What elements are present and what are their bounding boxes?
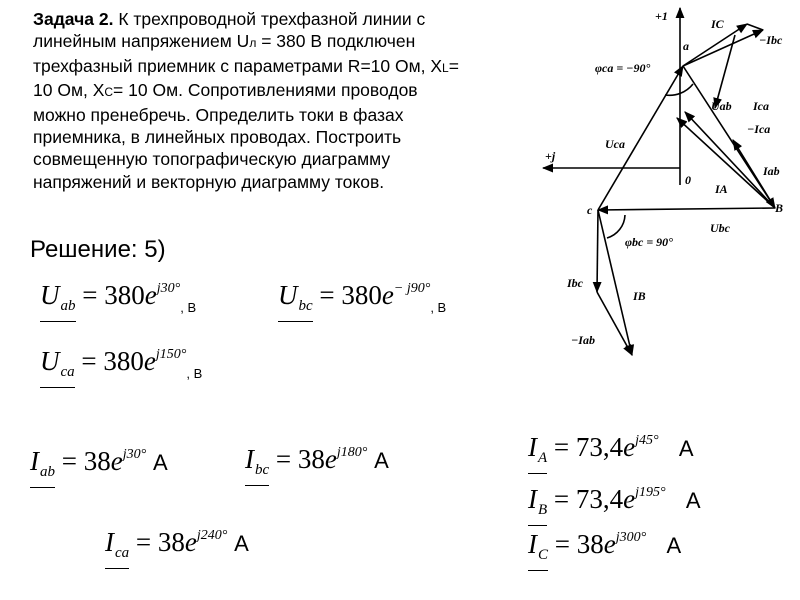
label-ubc: Ubc xyxy=(710,221,730,235)
formula-part: ab xyxy=(40,464,55,480)
formula-part: А xyxy=(666,533,682,558)
formula-part: − j90° xyxy=(393,281,431,296)
formula-part: j45° xyxy=(635,433,659,448)
formula-part: j30° xyxy=(122,447,147,462)
formula-part: = 73,4 xyxy=(547,484,624,514)
problem-sub-C: C xyxy=(104,85,114,100)
problem-text-2: = 380 В подключен трехфазный приемник с параметрами R=10 Ом, X xyxy=(33,31,443,76)
formula-part: j240° xyxy=(196,528,228,543)
problem-text-4: = 10 Ом. Сопротивлениями проводов можно пренебречь. Определить токи в фазах приемника, в линейных проводах. Построить совмещенную топографическую диаграмму напряжений и векторную диаграмму токов. xyxy=(33,80,418,192)
formula-part: U xyxy=(40,346,60,376)
label-ic: IC xyxy=(711,17,724,31)
formula-part: e xyxy=(603,529,616,559)
formula-part: j180° xyxy=(336,445,368,460)
formula-part: , В xyxy=(430,300,447,315)
label-phi-ca: φca = −90° xyxy=(595,61,651,75)
formula-ubc xyxy=(278,280,446,315)
formula-part: e xyxy=(623,432,636,462)
formula-part: e xyxy=(184,527,197,557)
label-uab: Uab xyxy=(711,99,732,113)
label-plus1: +1 xyxy=(655,9,668,23)
label-ia: IA xyxy=(715,182,728,196)
formula-part: e xyxy=(623,484,636,514)
formula-part: j195° xyxy=(635,485,666,500)
formula-part: I xyxy=(245,444,254,474)
formula-uab xyxy=(40,280,196,315)
formula-part: e xyxy=(324,444,337,474)
label-uca: Uca xyxy=(605,137,625,151)
formula-part: I xyxy=(30,446,39,476)
formula-part: A xyxy=(538,450,548,466)
problem-statement xyxy=(33,8,465,193)
label-ica: Ica xyxy=(753,99,769,113)
problem-sub-l: л xyxy=(249,36,257,51)
label-origin: 0 xyxy=(685,173,691,187)
formula-part: I xyxy=(528,529,537,559)
formula-part: А xyxy=(152,450,168,475)
formula-part: e xyxy=(110,446,123,476)
label-neg-iab: −Iab xyxy=(571,333,595,347)
formula-part: = 380 xyxy=(74,346,144,376)
label-ib: IB xyxy=(633,289,646,303)
formula-part: , В xyxy=(186,366,203,381)
formula-part: = 73,4 xyxy=(547,432,624,462)
label-neg-ibc: −Ibc xyxy=(759,33,783,47)
vector-ica-down xyxy=(715,35,735,108)
formula-part: , В xyxy=(180,300,197,315)
problem-title: Задача 2. xyxy=(33,9,114,29)
formula-part: I xyxy=(105,527,114,557)
formula-part: А xyxy=(685,488,701,513)
formula-part: = 38 xyxy=(269,444,325,474)
formula-part: I xyxy=(528,432,537,462)
formula-part: j150° xyxy=(155,347,187,362)
formula-part: I xyxy=(528,484,537,514)
solution-label: Решение: 5) xyxy=(30,236,166,263)
formula-part: C xyxy=(538,547,549,563)
vector-diagram xyxy=(535,0,800,365)
formula-part: = 38 xyxy=(548,529,604,559)
formula-part: j300° xyxy=(615,530,647,545)
arc-phi-bc xyxy=(607,215,625,238)
formula-part: U xyxy=(40,280,60,310)
formula-part: = 380 xyxy=(312,280,382,310)
problem-sub-L: L xyxy=(442,60,449,75)
vector-neg-ibc xyxy=(747,24,763,30)
formula-part: e xyxy=(144,280,157,310)
formula-part: bc xyxy=(255,462,270,478)
formula-ib xyxy=(528,484,701,519)
label-iab: Iab xyxy=(763,164,780,178)
formula-ic xyxy=(528,529,681,564)
formula-part: j30° xyxy=(156,281,181,296)
formula-part: U xyxy=(278,280,298,310)
problem-text-3: = 10 Ом, X xyxy=(33,55,459,101)
formula-part: ca xyxy=(115,545,130,561)
formula-part: А xyxy=(374,448,389,473)
formula-part: = 38 xyxy=(55,446,111,476)
formula-ia xyxy=(528,432,694,467)
formula-uca xyxy=(40,346,202,381)
formula-part: А xyxy=(234,531,249,556)
formula-iab xyxy=(30,446,168,481)
formula-part: bc xyxy=(298,298,313,314)
vector-neg-iab xyxy=(597,292,632,355)
vector-ica xyxy=(683,30,763,66)
vector-ib xyxy=(598,210,632,355)
formula-part: А xyxy=(678,436,694,461)
problem-text-1: К трехпроводной трехфазной линии с линейным напряжением U xyxy=(33,9,426,52)
formula-part: e xyxy=(143,346,156,376)
label-pt-a: a xyxy=(683,39,689,53)
formula-ibc xyxy=(245,444,389,479)
label-ibc: Ibc xyxy=(567,276,583,290)
formula-part: = 380 xyxy=(75,280,145,310)
label-pt-b: B xyxy=(775,201,784,215)
vector-ibc xyxy=(597,210,598,292)
label-plusj: +j xyxy=(545,149,556,163)
label-neg-ica: −Ica xyxy=(747,122,771,136)
formula-part: B xyxy=(538,502,548,518)
label-pt-c: c xyxy=(587,203,593,217)
formula-part: ca xyxy=(60,364,75,380)
formula-part: ab xyxy=(60,298,76,314)
vector-ubc xyxy=(598,208,775,210)
formula-part: e xyxy=(381,280,394,310)
label-phi-bc: φbc = 90° xyxy=(625,235,673,249)
formula-part: = 38 xyxy=(129,527,185,557)
formula-ica xyxy=(105,527,249,562)
